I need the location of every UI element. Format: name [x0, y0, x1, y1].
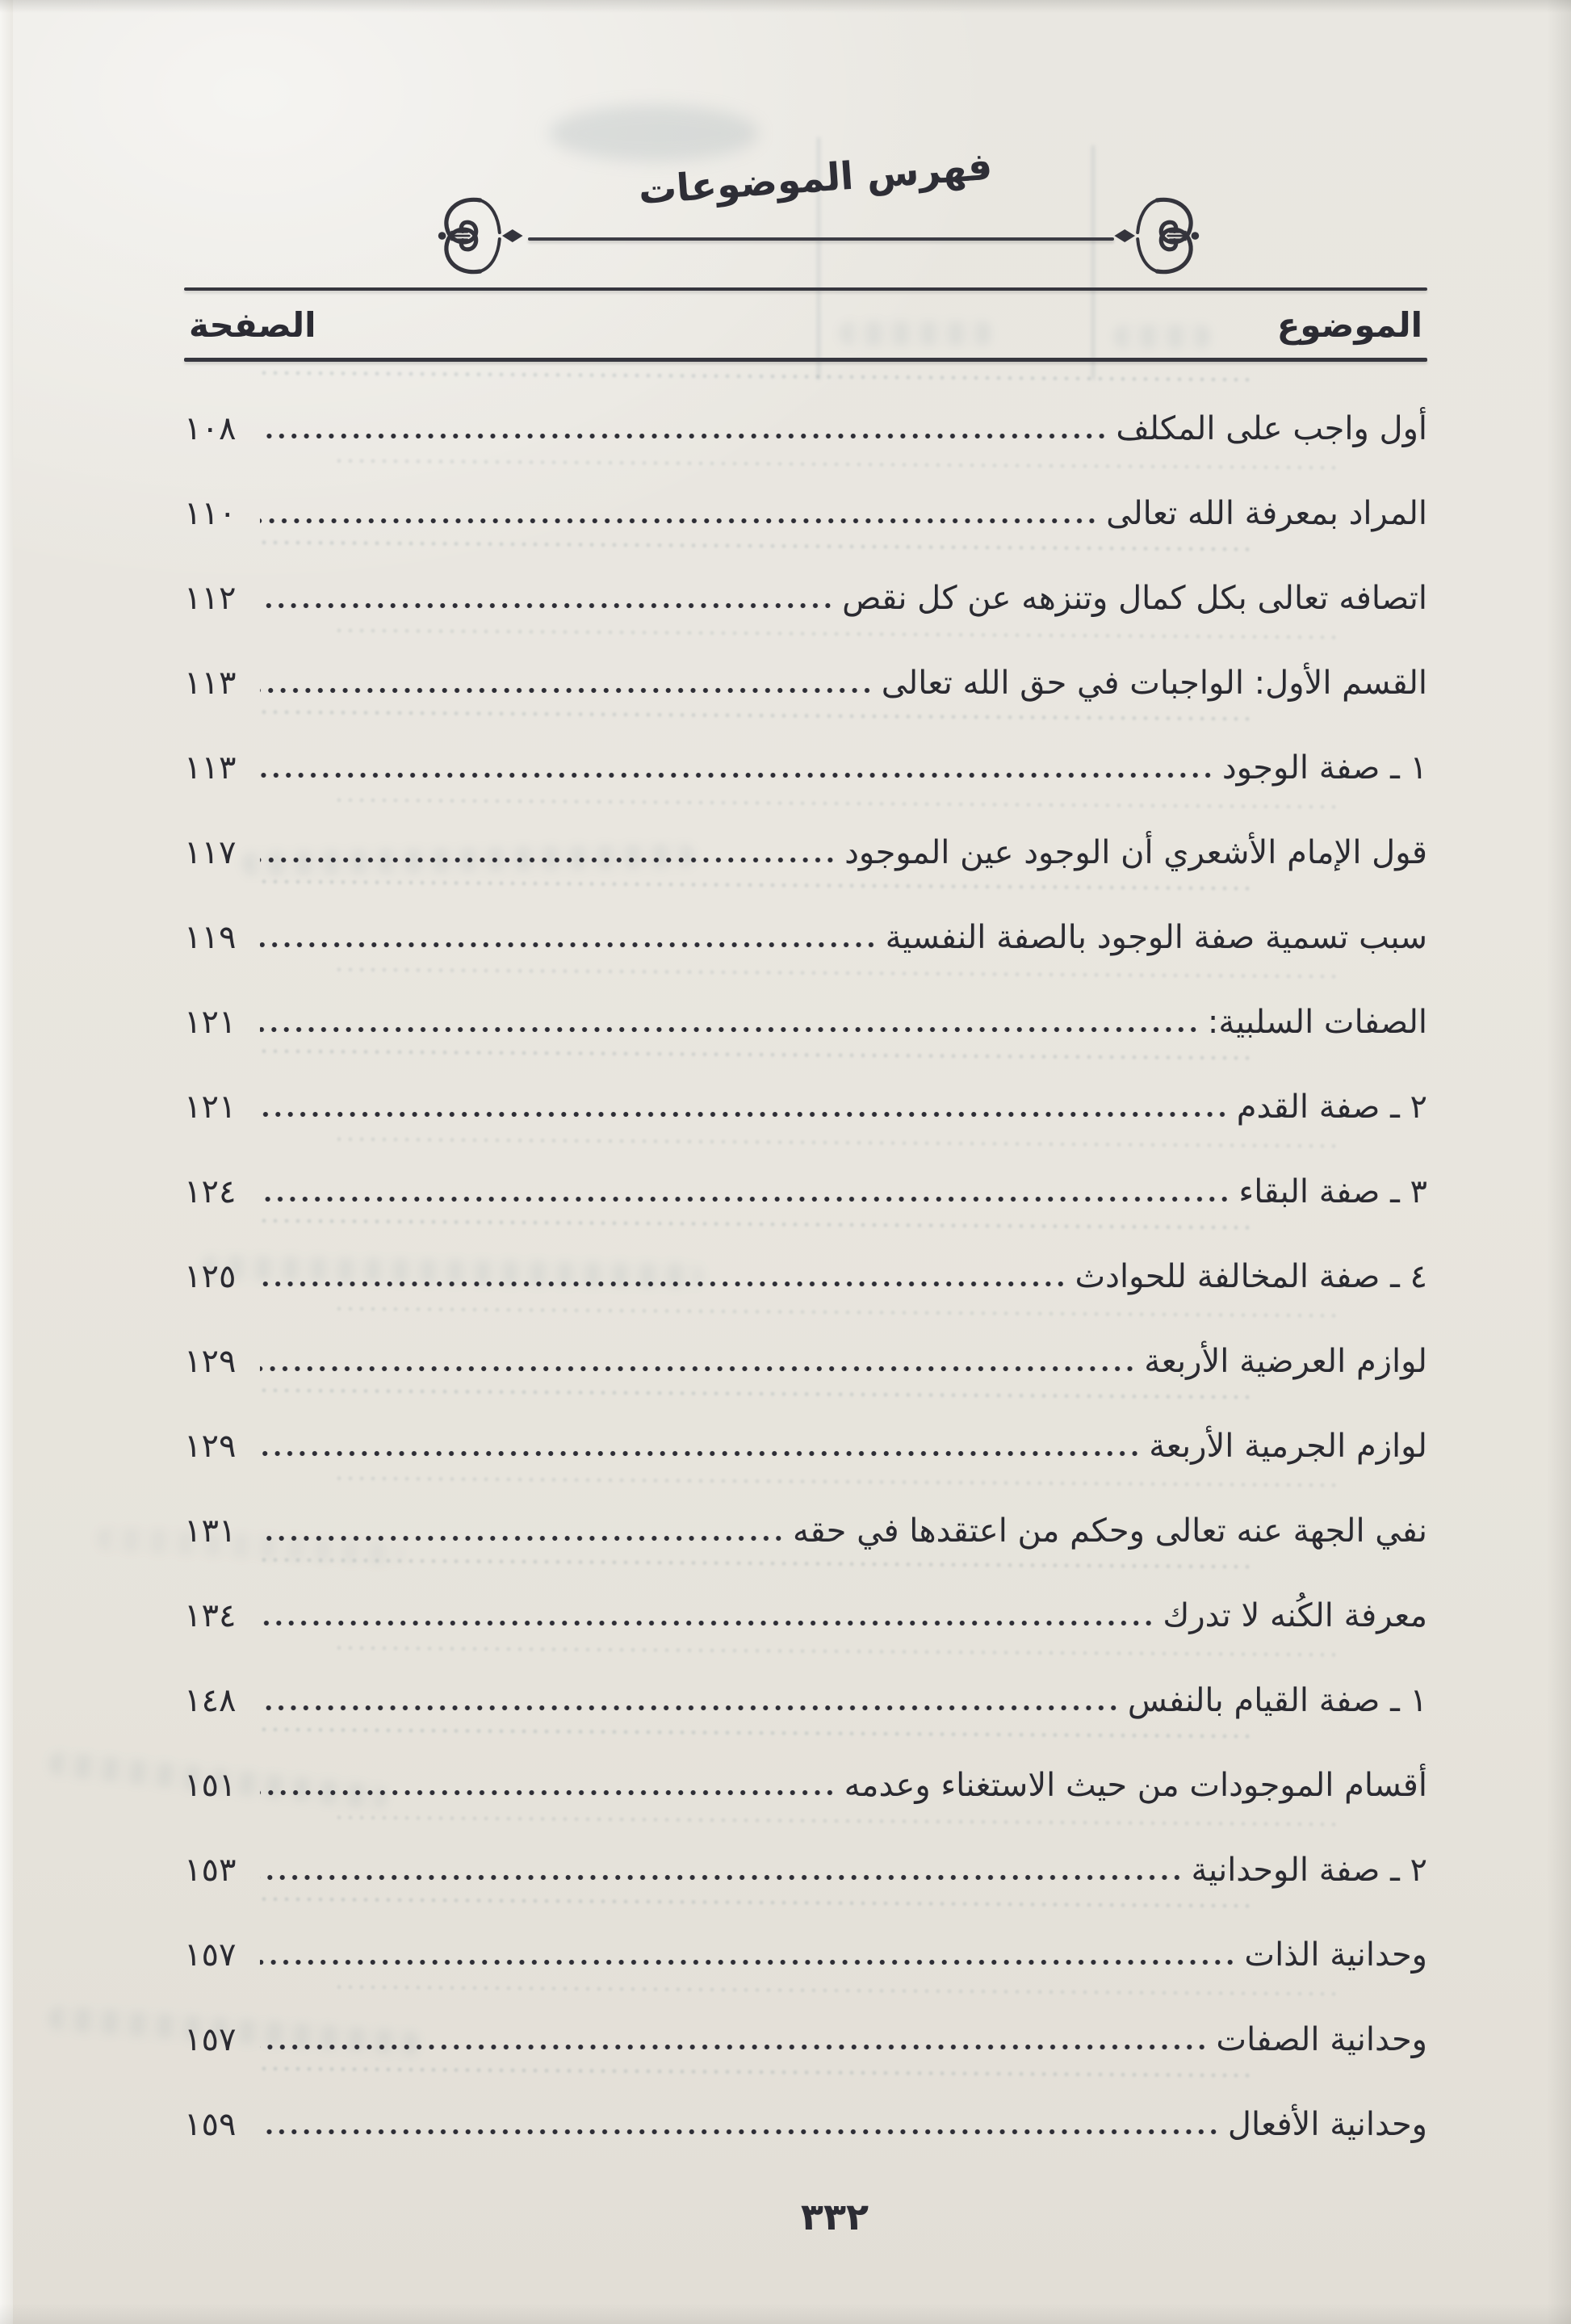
masthead [436, 144, 1195, 293]
toc-entry-page-number: ١٢٥ [184, 1257, 237, 1295]
toc-entry-page-number: ١٤٨ [184, 1681, 237, 1719]
toc-entry-page-number: ١٣١ [184, 1512, 237, 1550]
toc-entry-page-number: ١٢٩ [184, 1427, 237, 1465]
dotted-leader [260, 1533, 785, 1544]
toc-entry-page-number: ١١٣ [184, 664, 237, 702]
toc-entry-topic: لوازم العرضية الأربعة [1144, 1342, 1427, 1380]
toc-entry-topic: القسم الأول: الواجبات في حق الله تعالى [881, 664, 1427, 702]
toc-entry-topic: وحدانية الصفات [1216, 2020, 1427, 2058]
toc-column-header [184, 287, 1427, 362]
dotted-leader [260, 2041, 1208, 2053]
toc-entry-topic: ٢ ـ صفة الوحدانية [1191, 1851, 1427, 1889]
toc-entry-topic: ١ ـ صفة القيام بالنفس [1127, 1681, 1427, 1719]
toc-entry-page-number: ١٢٤ [184, 1172, 237, 1210]
dotted-leader [260, 1872, 1183, 1883]
toc-entry-page-number: ١٢١ [184, 1003, 237, 1041]
dotted-leader [260, 1787, 836, 1798]
dotted-leader [260, 939, 878, 950]
photo-edge-right [1547, 0, 1571, 2324]
toc-entry-page-number: ١٣٤ [184, 1596, 237, 1634]
toc-entry-row [184, 2082, 1427, 2167]
dotted-leader [260, 1702, 1120, 1714]
photo-edge-left [0, 0, 13, 2324]
toc-entry-topic: وحدانية الأفعال [1227, 2105, 1427, 2143]
toc-entry-page-number: ١٥١ [184, 1766, 237, 1804]
toc-entry-topic: ٢ ـ صفة القدم [1236, 1088, 1427, 1126]
toc-entry-topic: أقسام الموجودات من حيث الاستغناء وعدمه [844, 1766, 1427, 1804]
toc-entry-page-number: ١٢١ [184, 1088, 237, 1126]
toc-entry-topic: نفي الجهة عنه تعالى وحكم من اعتقدها في حقه [792, 1512, 1427, 1550]
toc-entry-topic: ١ ـ صفة الوجود [1221, 749, 1427, 787]
flourish-ornament-left-icon [438, 187, 528, 284]
photo-edge-bottom [0, 2303, 1571, 2324]
dotted-leader [260, 1363, 1136, 1374]
dotted-leader [260, 1109, 1229, 1120]
dotted-leader [260, 685, 873, 696]
toc-entry-page-number: ١١٣ [184, 749, 237, 787]
dotted-leader [260, 770, 1214, 781]
toc-entry-page-number: ١١٢ [184, 579, 237, 617]
toc-entry-topic: وحدانية الذات [1244, 1936, 1427, 1974]
dotted-leader [260, 515, 1098, 526]
toc-entry-topic: قول الإمام الأشعري أن الوجود عين الموجود [844, 833, 1427, 871]
flourish-ornament-right-icon [1109, 187, 1200, 284]
toc-entry-page-number: ١٥٧ [184, 1936, 237, 1974]
header-rule-bottom [184, 358, 1427, 362]
photo-edge-top [0, 0, 1571, 13]
toc-entries-list [184, 386, 1427, 2167]
dotted-leader [260, 1024, 1200, 1035]
toc-entry-page-number: ١٥٧ [184, 2020, 237, 2058]
toc-entry-topic: سبب تسمية صفة الوجود بالصفة النفسية [885, 918, 1427, 956]
toc-entry-page-number: ١٥٣ [184, 1851, 237, 1889]
toc-entry-topic: اتصافه تعالى بكل كمال وتنزهه عن كل نقص [842, 579, 1427, 617]
page-title: فهرس الموضوعات [637, 144, 994, 214]
toc-entry-page-number: ١١٧ [184, 833, 237, 871]
dotted-leader [260, 430, 1108, 442]
page-column-label: الصفحة [189, 305, 316, 345]
toc-entry-topic: أول واجب على المكلف [1116, 409, 1427, 447]
topic-column-label: الموضوع [1276, 305, 1422, 345]
toc-entry-topic: المراد بمعرفة الله تعالى [1106, 494, 1427, 532]
toc-entry-topic: معرفة الكُنه لا تدرك [1163, 1596, 1427, 1634]
toc-entry-topic: ٣ ـ صفة البقاء [1238, 1172, 1427, 1210]
toc-entry-page-number: ١١٠ [184, 494, 237, 532]
folio-page-number: ٣٣٢ [800, 2195, 869, 2238]
dotted-leader [260, 2126, 1220, 2137]
toc-entry-topic: ٤ ـ صفة المخالفة للحوادث [1075, 1257, 1427, 1295]
toc-entry-topic: الصفات السلبية: [1207, 1003, 1427, 1041]
dotted-leader [260, 1193, 1230, 1205]
dotted-leader [260, 1617, 1154, 1629]
toc-entry-topic: لوازم الجرمية الأربعة [1149, 1427, 1427, 1465]
dotted-leader [260, 1957, 1236, 1968]
dotted-leader [260, 1448, 1141, 1459]
toc-entry-page-number: ١٥٩ [184, 2105, 237, 2143]
toc-entry-page-number: ١٢٩ [184, 1342, 237, 1380]
toc-entry-page-number: ١١٩ [184, 918, 237, 956]
masthead-rule [528, 237, 1114, 241]
toc-entry-page-number: ١٠٨ [184, 409, 237, 447]
dotted-leader [260, 854, 836, 866]
dotted-leader [260, 1278, 1066, 1290]
dotted-leader [260, 600, 834, 611]
